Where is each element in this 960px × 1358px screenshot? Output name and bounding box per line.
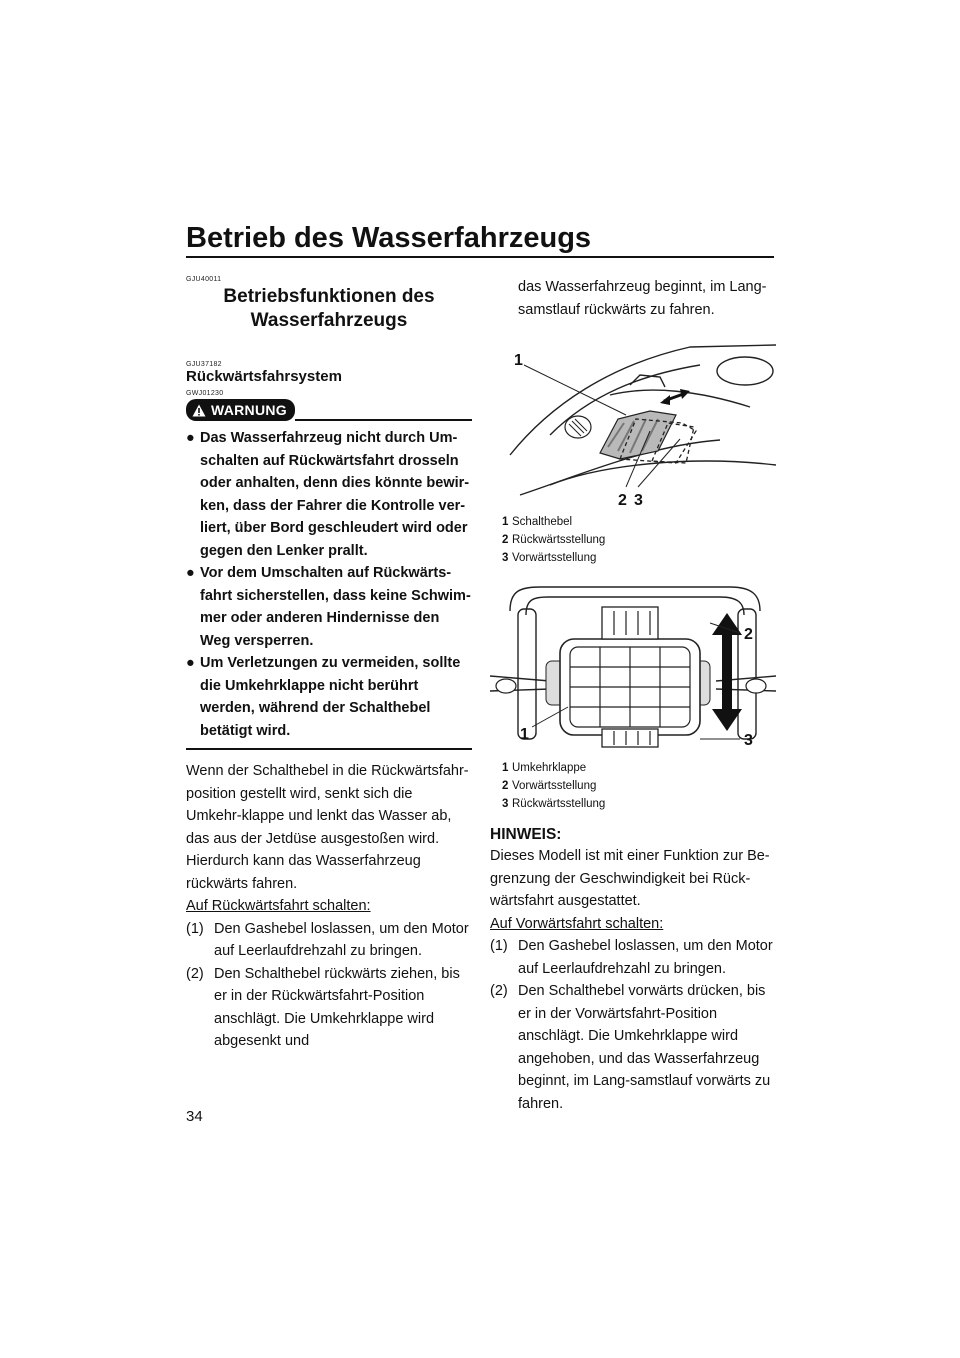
section-title — [186, 285, 472, 333]
warning-badge — [186, 399, 295, 421]
section-title-line2: Wasserfahrzeugs — [250, 310, 408, 331]
figure1-callout-3: 3 — [634, 492, 643, 507]
forward-heading: Auf Vorwärtsfahrt schalten: — [490, 915, 664, 932]
warning-code: GWJ01230 — [186, 390, 224, 397]
forward-steps — [490, 935, 776, 1115]
figure2-callout-3: 3 — [744, 732, 753, 749]
page-number: 34 — [186, 1108, 203, 1125]
intro-paragraph: Wenn der Schalthebel in die Rückwärtsfahr-position gestellt wird, senkt sich die Umkehr-klappe und lenkt das Wasser ab, das aus der Jetdüse ausgestoßen wird. Hierdurch kann das Wasserfahrzeug rückwärts fahren. — [186, 763, 469, 892]
figure1-callout-1: 1 — [514, 352, 523, 369]
bullet-icon: ● — [186, 430, 195, 446]
warning-triangle-icon — [192, 404, 206, 417]
figure2-legend — [490, 759, 776, 813]
subsection-title: Rückwärtsfahrsystem — [186, 368, 342, 385]
warning-label: WARNUNG — [211, 402, 287, 418]
warning-list — [186, 427, 472, 742]
warning-header — [186, 399, 472, 421]
warning-item: ● Vor dem Umschalten auf Rückwärts-fahrt sicherstellen, dass keine Schwim-mer oder anderen Hindernisse den Weg versperren. — [186, 562, 472, 652]
legend-item: 3 Rückwärtsstellung — [502, 798, 606, 810]
figure1-callout-2: 2 — [618, 492, 627, 507]
legend-item: 1 Umkehrklappe — [502, 762, 587, 774]
step-item: (1) Den Gashebel loslassen, um den Motor auf Leerlaufdrehzahl zu bringen. — [186, 920, 469, 959]
warning-item: ● Um Verletzungen zu vermeiden, sollte die Umkehrklappe nicht berührt werden, während der Schalthebel betätigt wird. — [186, 652, 472, 742]
legend-item: 3 Vorwärtsstellung — [502, 552, 597, 564]
subsection-code: GJU37182 — [186, 361, 222, 368]
legend-item: 1 Schalthebel — [502, 516, 573, 528]
figure2-callout-2: 2 — [744, 626, 753, 643]
bullet-icon: ● — [186, 565, 195, 581]
left-column — [186, 276, 472, 1053]
legend-item: 2 Vorwärtsstellung — [502, 780, 597, 792]
bullet-icon: ● — [186, 655, 195, 671]
reverse-heading: Auf Rückwärtsfahrt schalten: — [186, 898, 371, 914]
shift-lever-figure — [490, 335, 776, 507]
note-text: Dieses Modell ist mit einer Funktion zur Be-grenzung der Geschwindigkeit bei Rück-wärtsfahrt ausgestattet. — [490, 848, 770, 909]
legend-item: 2 Rückwärtsstellung — [502, 534, 606, 546]
reverse-steps — [186, 918, 472, 1053]
warning-bottom-rule — [186, 748, 472, 750]
figure2-callout-1: 1 — [520, 726, 529, 743]
section-code: GJU40011 — [186, 276, 222, 283]
step-item: (1) Den Gashebel loslassen, um den Motor auf Leerlaufdrehzahl zu bringen. — [490, 938, 773, 977]
right-column — [490, 276, 776, 1115]
section-title-line1: Betriebsfunktionen des — [223, 286, 435, 307]
note-label: HINWEIS: — [490, 826, 562, 843]
warning-rule — [295, 419, 472, 421]
warning-item: ● Das Wasserfahrzeug nicht durch Um-schalten auf Rückwärtsfahrt drosseln oder anhalten, denn dies könnte bewir-ken, dass der Fahrer die Kontrolle ver-liert, über Bord geschleudert wird oder gegen den Lenker prallt. — [186, 427, 472, 562]
reverse-gate-figure — [490, 581, 776, 753]
step-item: (2) Den Schalthebel rückwärts ziehen, bis er in der Rückwärtsfahrt-Position anschlägt. Die Umkehrklappe wird abgesenkt und — [186, 965, 460, 1049]
figure1-legend — [490, 513, 776, 567]
reverse-continuation: das Wasserfahrzeug beginnt, im Lang-samstlauf rückwärts zu fahren. — [518, 279, 767, 318]
title-rule — [186, 256, 774, 258]
page-title: Betrieb des Wasserfahrzeugs — [186, 222, 592, 254]
step-item: (2) Den Schalthebel vorwärts drücken, bis er in der Vorwärtsfahrt-Position anschlägt. Die Umkehrklappe wird angehoben, und das Wasserfahrzeug beginnt, im Lang-samstlauf vorwärts zu fahren. — [490, 983, 771, 1112]
